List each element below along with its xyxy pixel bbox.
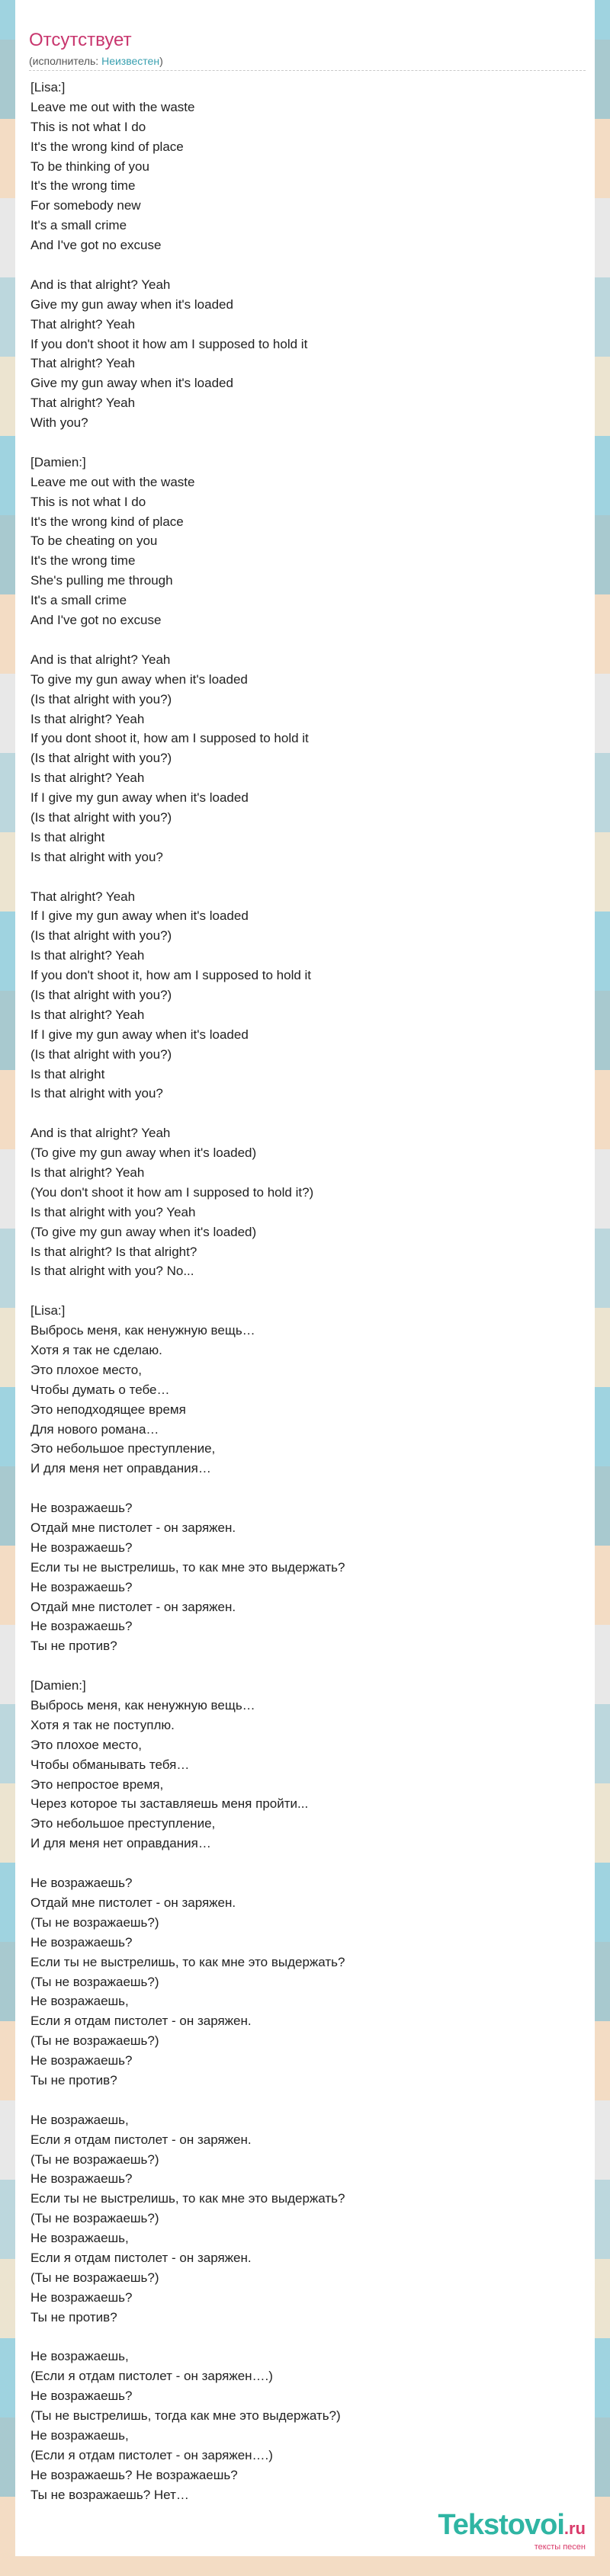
lyrics-line: If I give my gun away when it's loaded	[30, 908, 249, 924]
lyrics-blank-line	[30, 255, 580, 275]
lyrics-line: (Ты не возражаешь?)	[30, 2211, 159, 2226]
lyrics-line: Ты не против?	[30, 2072, 117, 2087]
lyrics-line: Это неподходящее время	[30, 1402, 186, 1417]
lyrics-line: And is that alright? Yeah	[30, 277, 171, 292]
lyrics-line: Не возражаешь?	[30, 1619, 133, 1634]
lyrics-line: Для нового романа…	[30, 1421, 159, 1437]
lyrics-card	[15, 0, 595, 2556]
lyrics-line: Is that alright? Yeah	[30, 948, 145, 963]
lyrics-line: (To give my gun away when it's loaded)	[30, 1145, 257, 1161]
lyrics-line: (Ты не возражаешь?)	[30, 1914, 159, 1930]
lyrics-blank-line	[30, 867, 580, 887]
lyrics-line: Через которое ты заставляешь меня пройти...	[30, 1796, 309, 1812]
lyrics-line: Не возражаешь?	[30, 2171, 133, 2187]
header-divider	[29, 70, 586, 71]
logo-tld: .ru	[563, 2519, 586, 2538]
lyrics-blank-line	[30, 2328, 580, 2347]
lyrics-line: Отдай мне пистолет - он заряжен.	[30, 1520, 236, 1536]
lyrics-line: Ты не возражаешь? Нет…	[30, 2487, 189, 2502]
lyrics-blank-line	[30, 1281, 580, 1301]
lyrics-line: If you don't shoot it, how am I supposed to hold it	[30, 968, 312, 983]
lyrics-line: Leave me out with the waste	[30, 474, 195, 489]
lyrics-line: To be thinking of you	[30, 159, 149, 174]
lyrics-line: Is that alright? Yeah	[30, 1165, 145, 1180]
lyrics-line: Чтобы обманывать тебя…	[30, 1757, 190, 1772]
lyrics-line: That alright? Yeah	[30, 889, 136, 904]
lyrics-line: (Ты не выстрелишь, тогда как мне это выдержать?)	[30, 2408, 341, 2424]
lyrics-line: (Is that alright with you?)	[30, 928, 172, 944]
lyrics-line: Если я отдам пистолет - он заряжен.	[30, 2250, 252, 2265]
lyrics-line: Give my gun away when it's loaded	[30, 296, 233, 312]
lyrics-line: И для меня нет оправдания…	[30, 1836, 211, 1851]
lyrics-line: Is that alright	[30, 829, 105, 844]
lyrics-line: And I've got no excuse	[30, 238, 162, 253]
lyrics-line: Отдай мне пистолет - он заряжен.	[30, 1895, 236, 1910]
lyrics-line: Не возражаешь?	[30, 1876, 133, 1891]
lyrics-line: And is that alright? Yeah	[30, 1126, 171, 1141]
song-header	[29, 29, 589, 69]
lyrics-line: To give my gun away when it's loaded	[30, 671, 248, 687]
lyrics-line: Если я отдам пистолет - он заряжен.	[30, 2014, 252, 2029]
lyrics-line: And is that alright? Yeah	[30, 652, 171, 667]
lyrics-line: Is that alright with you?	[30, 849, 163, 864]
lyrics-line: Is that alright? Yeah	[30, 771, 145, 786]
lyrics-line: Не возражаешь?	[30, 1579, 133, 1594]
logo-tagline: тексты песен	[534, 2542, 586, 2552]
lyrics-line: Is that alright? Is that alright?	[30, 1244, 197, 1259]
subtitle-prefix: (исполнитель:	[29, 55, 102, 67]
lyrics-line: It's a small crime	[30, 218, 127, 233]
lyrics-line: Не возражаешь? Не возражаешь?	[30, 2467, 238, 2482]
lyrics-blank-line	[30, 2091, 580, 2110]
artist-link[interactable]: Неизвестен	[101, 55, 160, 67]
lyrics-line: Выбрось меня, как ненужную вещь…	[30, 1698, 255, 1713]
lyrics-line: Чтобы думать о тебе…	[30, 1382, 170, 1397]
lyrics-line: (You don't shoot it how am I supposed to hold it?)	[30, 1184, 314, 1200]
lyrics-line: If you don't shoot it how am I supposed to hold it	[30, 336, 308, 351]
logo-wordmark	[438, 2510, 586, 2544]
lyrics-line: Не возражаешь,	[30, 2112, 129, 2127]
lyrics-line: If I give my gun away when it's loaded	[30, 790, 249, 806]
lyrics-line: [Lisa:]	[30, 80, 66, 95]
lyrics-line: Это небольшое преступление,	[30, 1816, 216, 1831]
lyrics-blank-line	[30, 630, 580, 650]
lyrics-line: To be cheating on you	[30, 533, 158, 549]
lyrics-line: (To give my gun away when it's loaded)	[30, 1224, 257, 1239]
lyrics-line: (Ты не возражаешь?)	[30, 2033, 159, 2049]
lyrics-line: Is that alright? Yeah	[30, 1007, 145, 1022]
lyrics-line: Это непростое время,	[30, 1777, 164, 1792]
lyrics-line: Если я отдам пистолет - он заряжен.	[30, 2132, 252, 2147]
lyrics-line: Это небольшое преступление,	[30, 1441, 216, 1456]
lyrics-blank-line	[30, 1656, 580, 1676]
lyrics-line: Если ты не выстрелишь, то как мне это выдержать?	[30, 1559, 345, 1575]
lyrics-line: И для меня нет оправдания…	[30, 1461, 211, 1476]
lyrics-line: With you?	[30, 415, 88, 431]
lyrics-line: Не возражаешь?	[30, 1540, 133, 1555]
lyrics-line: Если ты не выстрелишь, то как мне это выдержать?	[30, 1954, 345, 1969]
lyrics-line: Не возражаешь,	[30, 2427, 129, 2443]
lyrics-line: Не возражаешь?	[30, 2289, 133, 2305]
lyrics-line: (Is that alright with you?)	[30, 691, 172, 706]
lyrics-line: (Is that alright with you?)	[30, 751, 172, 766]
logo-name: Tekstovoi	[438, 2509, 564, 2541]
lyrics-line: Если ты не выстрелишь, то как мне это выдержать?	[30, 2191, 345, 2206]
lyrics-blank-line	[30, 1854, 580, 1873]
lyrics-line: Is that alright? Yeah	[30, 711, 145, 726]
lyrics-line: Отдай мне пистолет - он заряжен.	[30, 1599, 236, 1614]
lyrics-line: Ты не против?	[30, 2309, 117, 2324]
lyrics-line: Не возражаешь?	[30, 1501, 133, 1516]
lyrics-line: It's the wrong kind of place	[30, 139, 184, 154]
lyrics-line: (Если я отдам пистолет - он заряжен….)	[30, 2447, 273, 2462]
lyrics-line: Не возражаешь,	[30, 2231, 129, 2246]
lyrics-line: Не возражаешь,	[30, 1994, 129, 2009]
lyrics-line: (Is that alright with you?)	[30, 1046, 172, 1062]
lyrics-line: Give my gun away when it's loaded	[30, 376, 233, 391]
lyrics-line: Хотя я так не сделаю.	[30, 1343, 162, 1357]
lyrics-line: Is that alright with you? Yeah	[30, 1204, 196, 1219]
lyrics-line: (Is that alright with you?)	[30, 987, 172, 1002]
subtitle-suffix: )	[159, 55, 163, 67]
lyrics-line: [Lisa:]	[30, 1303, 66, 1318]
lyrics-line: It's a small crime	[30, 593, 127, 608]
lyrics-line: Is that alright	[30, 1066, 105, 1081]
lyrics-line: That alright? Yeah	[30, 396, 136, 411]
lyrics-line: Leave me out with the waste	[30, 99, 195, 114]
lyrics-line: For somebody new	[30, 198, 141, 213]
lyrics-text	[30, 78, 580, 2505]
lyrics-line: (Is that alright with you?)	[30, 809, 172, 825]
lyrics-line: She's pulling me through	[30, 573, 173, 588]
lyrics-line: Не возражаешь?	[30, 1934, 133, 1950]
lyrics-line: It's the wrong time	[30, 553, 136, 569]
lyrics-line: Выбрось меня, как ненужную вещь…	[30, 1323, 255, 1338]
lyrics-line: If I give my gun away when it's loaded	[30, 1027, 249, 1042]
lyrics-line: [Damien:]	[30, 454, 86, 469]
lyrics-line: This is not what I do	[30, 494, 146, 509]
lyrics-line: Is that alright with you?	[30, 1086, 163, 1101]
lyrics-blank-line	[30, 1479, 580, 1498]
lyrics-line: Ты не против?	[30, 1639, 117, 1654]
lyrics-line: And I've got no excuse	[30, 613, 162, 628]
lyrics-line: Это плохое место,	[30, 1737, 142, 1752]
lyrics-blank-line	[30, 1104, 580, 1123]
lyrics-line: Is that alright with you? No...	[30, 1264, 194, 1279]
lyrics-line: It's the wrong time	[30, 178, 136, 194]
lyrics-line: This is not what I do	[30, 119, 146, 134]
lyrics-line: Хотя я так не поступлю.	[30, 1717, 175, 1732]
song-subtitle	[29, 53, 589, 69]
lyrics-line: (Ты не возражаешь?)	[30, 2270, 159, 2285]
lyrics-line: Не возражаешь?	[30, 2389, 133, 2404]
site-logo[interactable]	[438, 2510, 586, 2552]
lyrics-line: That alright? Yeah	[30, 316, 136, 332]
lyrics-blank-line	[30, 433, 580, 453]
lyrics-line: If you dont shoot it, how am I supposed to hold it	[30, 731, 309, 746]
lyrics-line: That alright? Yeah	[30, 356, 136, 371]
lyrics-line: Не возражаешь,	[30, 2349, 129, 2364]
lyrics-line: [Damien:]	[30, 1678, 86, 1693]
lyrics-line: Не возражаешь?	[30, 2053, 133, 2068]
lyrics-line: Это плохое место,	[30, 1362, 142, 1377]
song-title: Отсутствует	[29, 30, 132, 50]
lyrics-line: (Ты не возражаешь?)	[30, 1974, 159, 1989]
lyrics-line: It's the wrong kind of place	[30, 514, 184, 529]
lyrics-line: (Ты не возражаешь?)	[30, 2151, 159, 2167]
lyrics-line: (Если я отдам пистолет - он заряжен….)	[30, 2369, 273, 2384]
